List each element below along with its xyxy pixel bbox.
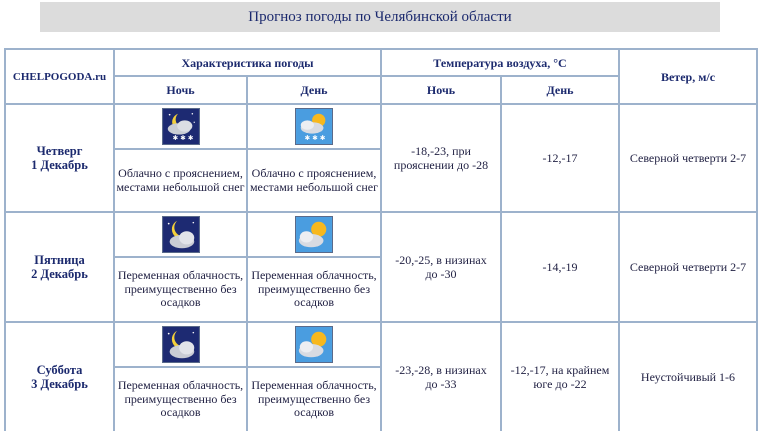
day-icon-cell [248, 323, 380, 366]
header-characteristic: Характеристика погоды [115, 50, 380, 75]
header-char-day: День [248, 77, 380, 103]
night-description: Облачно с прояснением, местами небольшой снег [115, 150, 246, 211]
temp-night: -18,-23, при прояснении до -28 [382, 105, 500, 211]
date: 1 Декабрь [31, 158, 88, 172]
day-description: Облачно с прояснением, местами небольшой снег [248, 150, 380, 211]
day-label [6, 213, 113, 321]
weekday: Четверг [36, 144, 83, 158]
temp-day: -12,-17 [502, 105, 618, 211]
night-icon-cell [115, 213, 246, 256]
day-label [6, 323, 113, 431]
temp-night: -23,-28, в низинах до -33 [382, 323, 500, 431]
night-description: Переменная облачность, преимущественно без осадков [115, 368, 246, 431]
day-label [6, 105, 113, 211]
site-name[interactable]: CHELPOGODA.ru [6, 50, 113, 103]
day-icon-cell [248, 105, 380, 148]
header-temp-night: Ночь [382, 77, 500, 103]
night-icon-cell [115, 323, 246, 366]
partly-cloudy-sun-icon [295, 216, 333, 253]
wind: Северной четверти 2-7 [620, 213, 756, 321]
partly-cloudy-moon-icon [162, 216, 200, 253]
night-icon-cell [115, 105, 246, 148]
header-temperature: Температура воздуха, °C [382, 50, 618, 75]
temp-day: -14,-19 [502, 213, 618, 321]
page-title: Прогноз погоды по Челябинской области [40, 2, 720, 32]
weekday: Пятница [34, 253, 85, 267]
temp-day: -12,-17, на крайнем юге до -22 [502, 323, 618, 431]
night-description: Переменная облачность, преимущественно без осадков [115, 258, 246, 321]
day-icon-cell [248, 213, 380, 256]
svg-text:✱ ✱ ✱: ✱ ✱ ✱ [171, 134, 193, 143]
svg-text:✱ ✱ ✱: ✱ ✱ ✱ [304, 134, 326, 143]
date: 3 Декабрь [31, 377, 88, 391]
partly-cloudy-sun-icon [295, 326, 333, 363]
header-temp-day: День [502, 77, 618, 103]
partly-cloudy-moon-icon [162, 326, 200, 363]
wind: Северной четверти 2-7 [620, 105, 756, 211]
day-description: Переменная облачность, преимущественно без осадков [248, 258, 380, 321]
cloudy-sun-snow-icon [295, 108, 333, 145]
header-wind: Ветер, м/с [620, 50, 756, 103]
wind: Неустойчивый 1-6 [620, 323, 756, 431]
day-description: Переменная облачность, преимущественно без осадков [248, 368, 380, 431]
date: 2 Декабрь [31, 267, 88, 281]
cloudy-moon-snow-icon [162, 108, 200, 145]
weekday: Суббота [36, 363, 83, 377]
forecast-table [4, 48, 758, 431]
temp-night: -20,-25, в низинах до -30 [382, 213, 500, 321]
header-char-night: Ночь [115, 77, 246, 103]
